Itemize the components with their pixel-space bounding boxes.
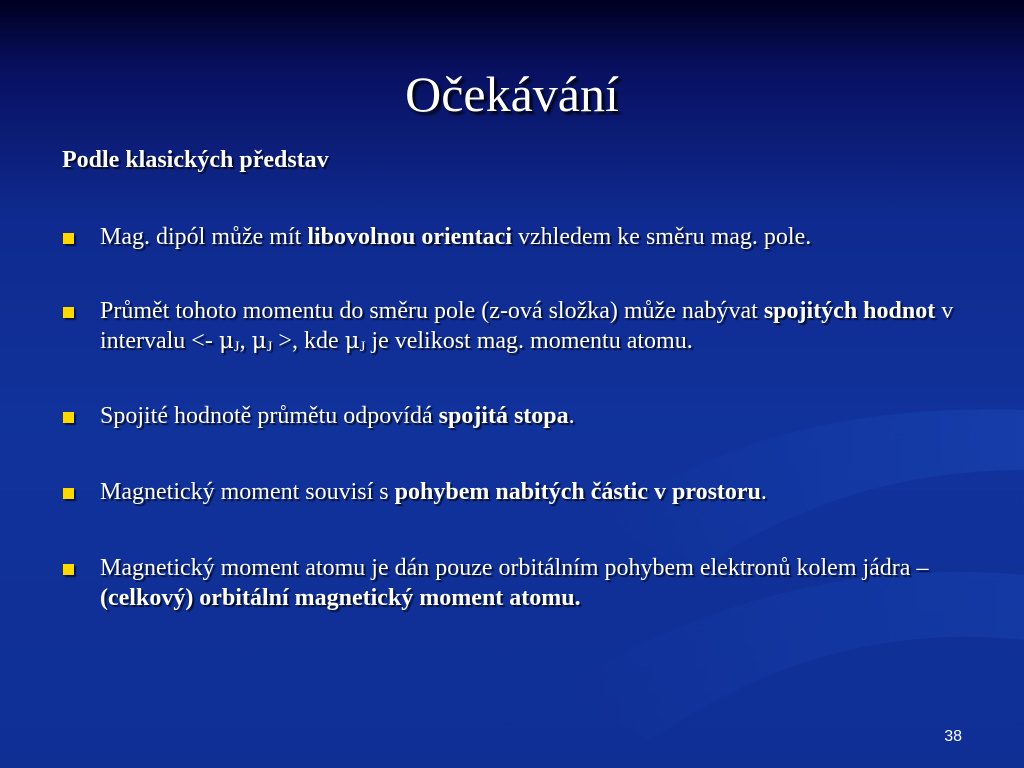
square-bullet-icon	[63, 564, 74, 575]
bullet-2-tail: je velikost mag. momentu atomu.	[365, 328, 693, 354]
bullet-5-text: Magnetický moment atomu je dán pouze orbitálním pohybem elektronů kolem jádra –	[100, 555, 929, 581]
bullet-3-text: Spojité hodnotě průmětu odpovídá	[100, 403, 439, 429]
subscript-j: J	[233, 339, 240, 355]
bullet-item-dipole-orientation	[62, 222, 962, 252]
square-bullet-icon	[63, 488, 74, 499]
bullet-2-where-text: >, kde	[272, 328, 345, 354]
bullet-4-text: Magnetický moment souvisí s	[100, 479, 395, 505]
slide-subtitle: Podle klasických představ	[62, 147, 329, 173]
bullet-4-emphasis: pohybem nabitých částic v prostoru	[394, 479, 761, 505]
slide-title: Očekávání	[405, 66, 619, 122]
bullet-2-interval-text: v intervalu <-	[100, 298, 954, 354]
bullet-1-tail: vzhledem ke směru mag. pole.	[512, 224, 812, 250]
square-bullet-icon	[63, 233, 74, 244]
bullet-item-orbital-moment	[62, 553, 962, 613]
bullet-2-emphasis: spojitých hodnot	[763, 298, 936, 324]
bullet-item-projection-values	[62, 296, 962, 356]
square-bullet-icon	[63, 412, 74, 423]
bullet-1-text: Mag. dipól může mít	[100, 224, 308, 250]
bullet-list	[62, 222, 962, 613]
square-bullet-icon	[63, 307, 74, 318]
bullet-3-tail: .	[568, 403, 575, 429]
slide-page-number: 38	[944, 728, 962, 745]
subscript-j: J	[359, 339, 366, 355]
subscript-j: J	[266, 339, 273, 355]
bullet-item-continuous-trace	[62, 401, 962, 431]
mu-symbol: μ	[218, 328, 234, 354]
mu-symbol: μ	[344, 328, 360, 354]
bullet-5-emphasis: (celkový) orbitální magnetický moment atomu.	[100, 585, 581, 611]
bullet-1-emphasis: libovolnou orientaci	[307, 224, 512, 250]
bullet-2-comma: ,	[239, 328, 252, 354]
bullet-2-text: Průmět tohoto momentu do směru pole (z-ová složka) může nabývat	[100, 298, 764, 324]
bullet-item-charged-motion	[62, 477, 962, 507]
bullet-4-tail: .	[760, 479, 767, 505]
mu-symbol: μ	[251, 328, 267, 354]
bullet-3-emphasis: spojitá stopa	[438, 403, 569, 429]
